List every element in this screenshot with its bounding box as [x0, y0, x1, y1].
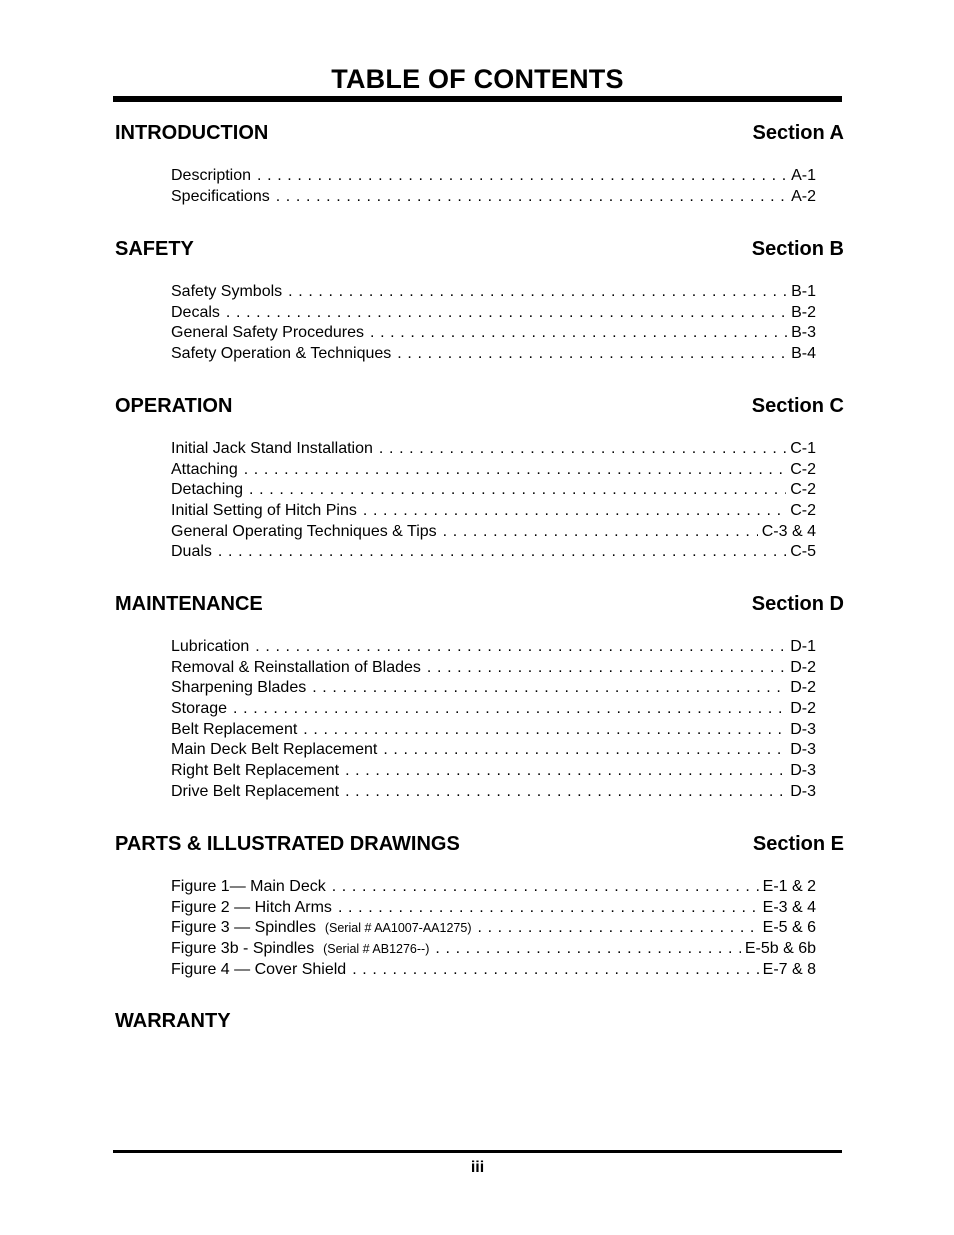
toc-entry[interactable] — [171, 439, 816, 460]
entry-label: Duals — [171, 543, 212, 561]
toc-entry[interactable] — [171, 637, 816, 658]
toc-entry[interactable] — [171, 898, 816, 919]
entry-label: Initial Setting of Hitch Pins — [171, 502, 357, 520]
entry-page: C-2 — [790, 481, 816, 499]
dot-leader — [477, 918, 758, 939]
entry-page: D-1 — [790, 638, 816, 655]
toc-entry[interactable] — [171, 740, 816, 761]
entry-page: D-3 — [790, 720, 816, 738]
entry-page: C-3 & 4 — [761, 522, 816, 540]
section-header — [115, 1008, 844, 1034]
entry-label: Decals — [171, 303, 220, 321]
section-header — [115, 120, 844, 146]
entry-page: A-1 — [791, 167, 816, 184]
toc-entry[interactable] — [171, 166, 816, 187]
entry-page: A-2 — [791, 187, 816, 205]
toc-entry[interactable] — [171, 782, 816, 803]
entry-label: Detaching — [171, 481, 244, 499]
entry-label: Safety Symbols — [171, 283, 283, 300]
entry-list — [171, 637, 816, 803]
entry-page: B-2 — [791, 303, 816, 321]
entry-page: C-2 — [790, 460, 816, 478]
entry-list — [171, 439, 816, 563]
entry-label: Right Belt Replacement — [171, 762, 340, 780]
section-name: INTRODUCTION — [115, 122, 269, 144]
entry-list — [171, 166, 816, 207]
section-parts — [115, 831, 844, 980]
dot-leader — [345, 782, 786, 803]
dot-leader — [363, 501, 786, 522]
dot-leader — [226, 303, 787, 324]
entry-label: Storage — [171, 700, 228, 718]
dot-leader — [288, 282, 787, 303]
toc-entry[interactable] — [171, 323, 816, 344]
section-header — [115, 393, 844, 419]
toc-entry[interactable] — [171, 282, 816, 303]
entry-label: Sharpening Blades — [171, 679, 307, 697]
section-name: WARRANTY — [115, 1010, 231, 1032]
toc-entry[interactable] — [171, 699, 816, 720]
dot-leader — [435, 939, 740, 960]
entry-serial-note: (Serial # AB1276--) — [323, 942, 430, 957]
section-warranty — [115, 1008, 844, 1034]
entry-list — [171, 282, 816, 365]
dot-leader — [379, 439, 786, 460]
top-divider — [113, 96, 842, 102]
page-title: TABLE OF CONTENTS — [331, 64, 624, 94]
dot-leader — [255, 637, 786, 658]
section-name: PARTS & ILLUSTRATED DRAWINGS — [115, 833, 460, 855]
entry-page: E-7 & 8 — [762, 960, 816, 978]
page-number: iii — [470, 1159, 485, 1176]
entry-page: D-2 — [790, 700, 816, 718]
section-introduction — [115, 120, 844, 207]
toc-entry[interactable] — [171, 187, 816, 208]
toc-entry[interactable] — [171, 720, 816, 741]
section-name: MAINTENANCE — [115, 593, 263, 615]
entry-page: C-2 — [790, 502, 816, 520]
entry-label: Description — [171, 167, 252, 184]
dot-leader — [257, 166, 787, 187]
section-safety — [115, 236, 844, 365]
dot-leader — [427, 658, 786, 679]
toc-entry[interactable] — [171, 542, 816, 563]
entry-label: Initial Jack Stand Installation — [171, 440, 373, 457]
section-name: OPERATION — [115, 395, 233, 417]
entry-label-group — [171, 918, 477, 939]
toc-entry[interactable] — [171, 678, 816, 699]
toc-entry[interactable] — [171, 303, 816, 324]
entry-page: D-3 — [790, 782, 816, 800]
entry-page: E-5 & 6 — [762, 919, 816, 937]
entry-label-group — [171, 939, 435, 960]
dot-leader — [276, 187, 787, 208]
dot-leader — [218, 542, 786, 563]
section-header — [115, 831, 844, 857]
toc-entry[interactable] — [171, 918, 816, 939]
entry-page: B-4 — [791, 345, 816, 363]
section-operation — [115, 393, 844, 563]
entry-label: Lubrication — [171, 638, 250, 655]
toc-entry[interactable] — [171, 761, 816, 782]
bottom-divider — [113, 1150, 842, 1153]
toc-entry[interactable] — [171, 344, 816, 365]
entry-label: Main Deck Belt Replacement — [171, 741, 378, 759]
dot-leader — [249, 480, 786, 501]
toc-entry[interactable] — [171, 501, 816, 522]
dot-leader — [352, 960, 758, 981]
entry-list — [171, 877, 816, 980]
section-letter: Section A — [752, 122, 844, 144]
toc-entry[interactable] — [171, 960, 816, 981]
toc-entry[interactable] — [171, 480, 816, 501]
entry-page: D-2 — [790, 658, 816, 676]
section-header — [115, 591, 844, 617]
toc-entry[interactable] — [171, 939, 816, 960]
entry-label: General Operating Techniques & Tips — [171, 522, 437, 540]
entry-label: Figure 3 — Spindles — [171, 919, 316, 937]
entry-page: D-3 — [790, 762, 816, 780]
section-maintenance — [115, 591, 844, 803]
entry-label: Figure 2 — Hitch Arms — [171, 898, 332, 916]
entry-label: Safety Operation & Techniques — [171, 345, 392, 363]
toc-entry[interactable] — [171, 877, 816, 898]
entry-label: Removal & Reinstallation of Blades — [171, 658, 421, 676]
section-name: SAFETY — [115, 238, 194, 260]
toc-entry[interactable] — [171, 522, 816, 543]
entry-page: E-1 & 2 — [762, 878, 816, 895]
dot-leader — [443, 522, 758, 543]
dot-leader — [338, 898, 759, 919]
dot-leader — [345, 761, 786, 782]
section-letter: Section B — [751, 238, 844, 260]
section-letter: Section E — [752, 833, 844, 855]
entry-label: General Safety Procedures — [171, 324, 364, 342]
entry-label: Drive Belt Replacement — [171, 782, 340, 800]
entry-page: B-1 — [791, 283, 816, 300]
entry-page: D-2 — [790, 679, 816, 697]
entry-label: Belt Replacement — [171, 720, 298, 738]
entry-label: Attaching — [171, 460, 238, 478]
section-letter: Section C — [751, 395, 844, 417]
toc-entry[interactable] — [171, 658, 816, 679]
entry-page: B-3 — [791, 324, 816, 342]
entry-label: Figure 1— Main Deck — [171, 878, 326, 895]
entry-page: C-1 — [790, 440, 816, 457]
entry-page: E-3 & 4 — [762, 898, 816, 916]
entry-serial-note: (Serial # AA1007-AA1275) — [324, 921, 472, 936]
toc-entry[interactable] — [171, 460, 816, 481]
dot-leader — [332, 877, 759, 898]
dot-leader — [303, 720, 786, 741]
entry-label: Specifications — [171, 187, 270, 205]
section-letter: Section D — [751, 593, 844, 615]
entry-label: Figure 3b - Spindles — [171, 940, 315, 958]
entry-label: Figure 4 — Cover Shield — [171, 960, 347, 978]
dot-leader — [397, 344, 787, 365]
entry-page: E-5b & 6b — [744, 940, 816, 958]
dot-leader — [244, 460, 787, 481]
entry-page: C-5 — [790, 543, 816, 561]
section-header — [115, 236, 844, 262]
dot-leader — [370, 323, 787, 344]
dot-leader — [383, 740, 786, 761]
dot-leader — [233, 699, 786, 720]
entry-page: D-3 — [790, 741, 816, 759]
dot-leader — [312, 678, 786, 699]
